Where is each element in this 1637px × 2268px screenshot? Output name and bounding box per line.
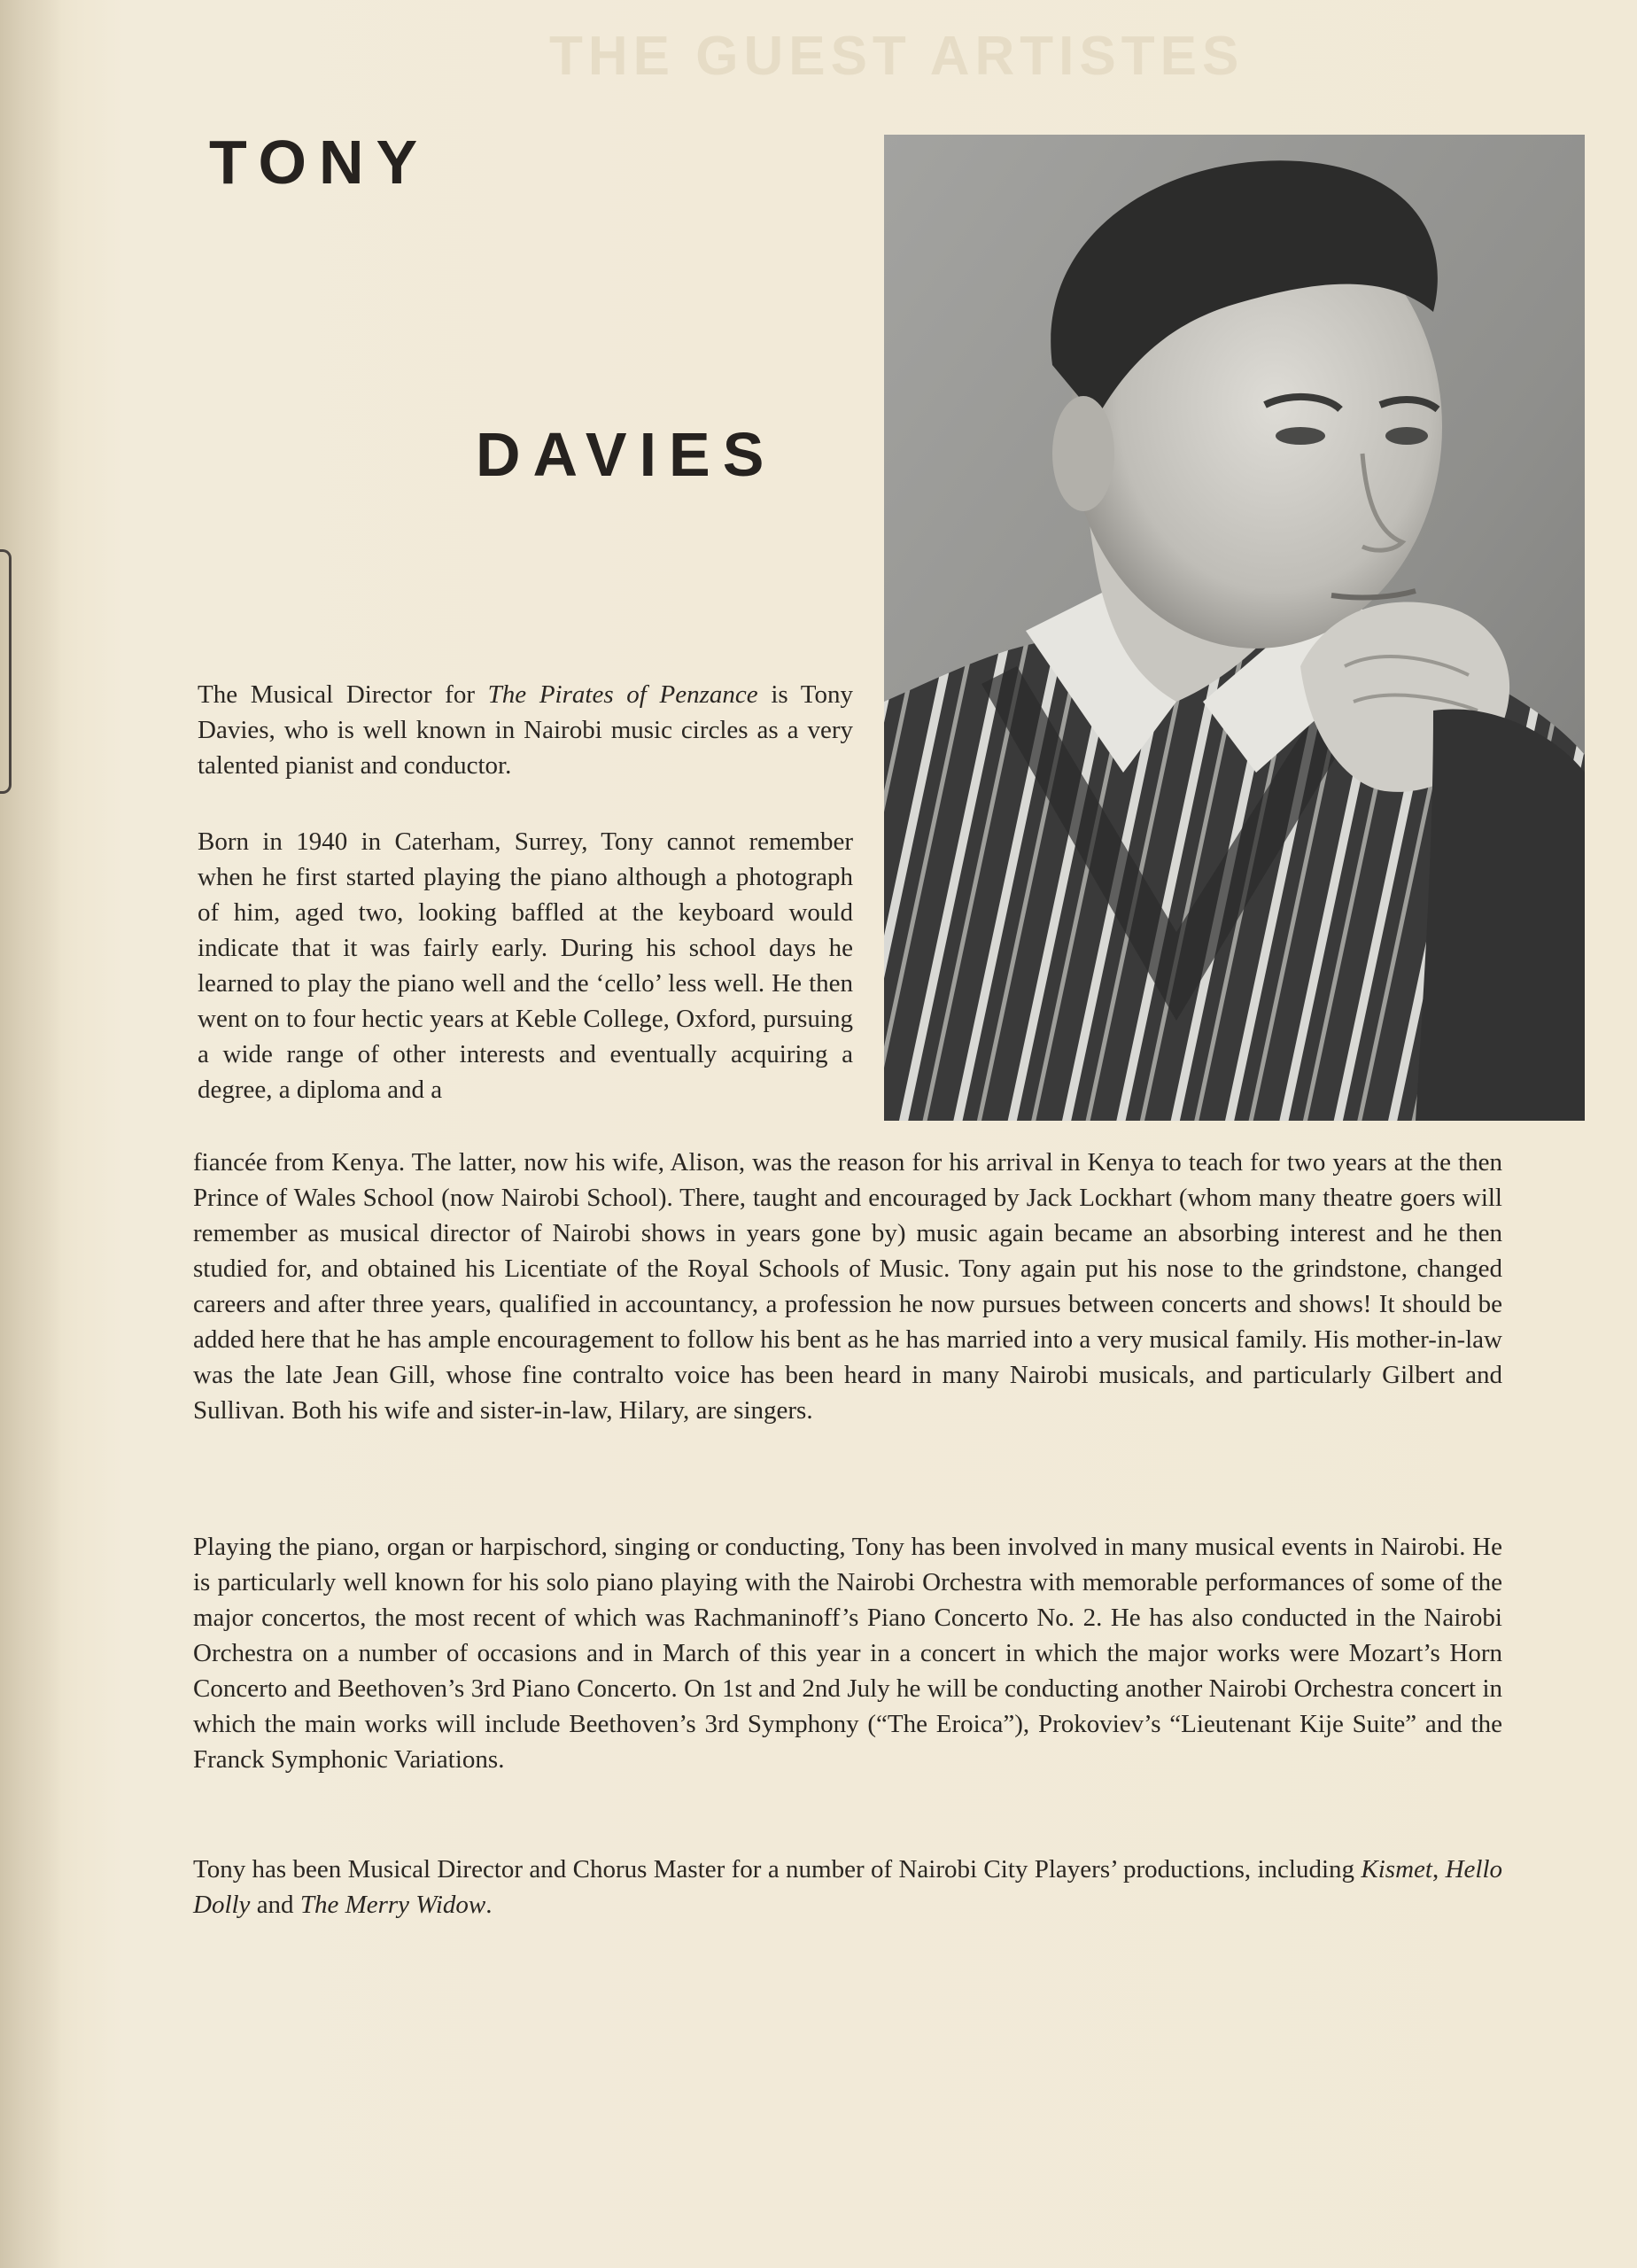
biography-text-narrow: Born in 1940 in Caterham, Surrey, Tony cannot remember when he first started playing the piano although a photograph of him, aged two, looking baffled at the keyboard would indicate that it was fairly early. During his school days he learned to play the piano well and the ‘cello’ less well. He then went on to four hectic years at Keble College, Oxford, pursuing a wide range of other interests and eventually acquiring a degree, a diploma and a [198,827,853,1104]
portrait-photo-icon [884,135,1585,1121]
productions-sep1: , [1431,1855,1446,1884]
show-title-merry-widow: The Merry Widow [299,1891,486,1919]
productions-end: . [485,1891,493,1919]
show-title-kismet: Kismet [1361,1855,1432,1884]
show-title-hello-dolly: Hello Dolly [193,1855,1503,1919]
artist-first-name: TONY [209,128,431,197]
career-text: Playing the piano, organ or harpischord, singing or conducting, Tony has been involved in many musical events in Nairobi. He is particularly well known for his solo piano playing with the Nairobi Orchestra with memorable performances of some of the major concertos, the most recent of which was Rachmaninoff’s Piano Concerto No. 2. He has also conducted in the Nairobi Orchestra on a number of occasions and in March of this year in a concert in which the major works were Mozart’s Horn Concerto and Beethoven’s 3rd Piano Concerto. On 1st and 2nd July he will be conducting another Nairobi Orchestra concert in which the main works will include Beethoven’s 3rd Symphony (“The Eroica”), Prokoviev’s “Lieutenant Kije Suite” and the Franck Symphonic Variations. [193,1533,1502,1774]
staple-mark [0,549,12,794]
intro-text-end: is Tony Davies, who is well known in Nairobi music circles as a very talented pianist and conductor. [198,680,853,780]
career-paragraph [193,1529,1502,1777]
intro-text-start: The Musical Director for [198,680,488,709]
intro-paragraph [198,677,853,783]
productions-sep2: and [250,1891,300,1919]
show-through-heading: THE GUEST ARTISTES [549,26,1245,87]
productions-paragraph [193,1852,1502,1922]
show-title-pirates: The Pirates of Penzance [487,680,758,709]
biography-paragraph-wide [193,1145,1502,1428]
productions-lead: Tony has been Musical Director and Chorus Master for a number of Nairobi City Players’ productions, including [193,1855,1362,1884]
page-spine [0,0,62,2268]
portrait-photo [884,135,1585,1121]
artist-last-name: DAVIES [476,420,777,489]
biography-paragraph-narrow [198,824,853,1107]
biography-text-wide: fiancée from Kenya. The latter, now his wife, Alison, was the reason for his arrival in Kenya to teach for two years at the then Prince of Wales School (now Nairobi School). There, taught and encouraged by Jack Lockhart (whom many theatre goers will remember as musical director of Nairobi shows in years gone by) music again became an absorbing interest and he then studied for, and obtained his Licentiate of the Royal Schools of Music. Tony again put his nose to the grindstone, changed careers and after three years, qualified in accountancy, a profession he now pursues between concerts and shows! It should be added here that he has ample encouragement to follow his bent as he has married into a very musical family. His mother-in-law was the late Jean Gill, whose fine contralto voice has been heard in many Nairobi musicals, and particularly Gilbert and Sullivan. Both his wife and sister-in-law, Hilary, are singers. [193,1148,1502,1425]
